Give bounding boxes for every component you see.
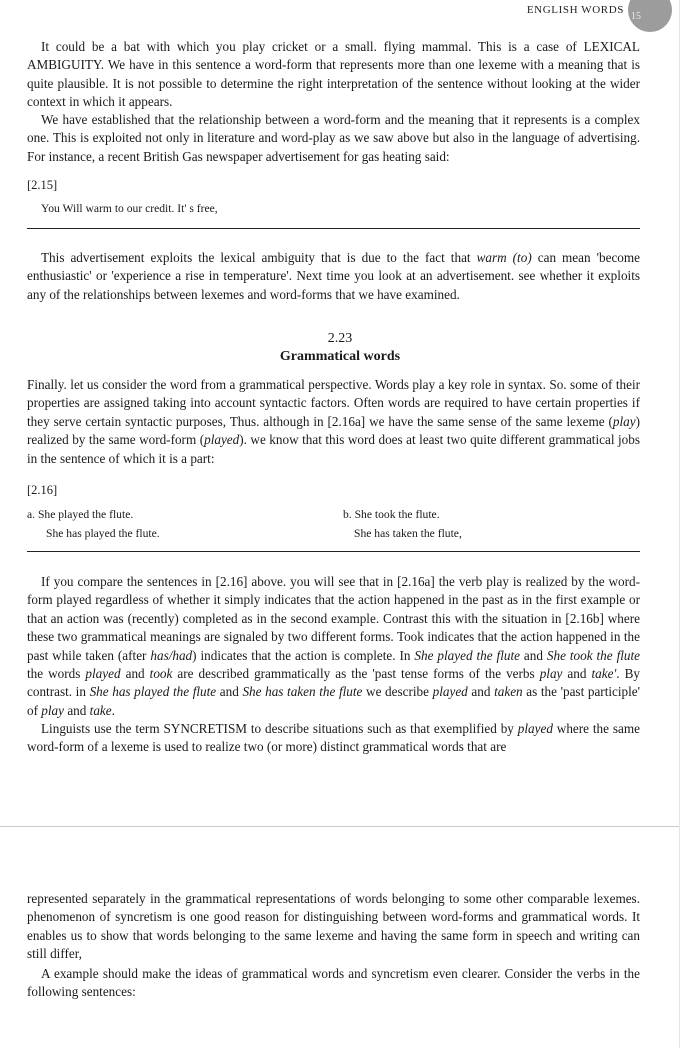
example-2-15-text: You Will warm to our credit. It' s free, <box>41 202 218 215</box>
example-2-16a-line1: a. She played the flute. <box>27 508 134 521</box>
example-label-2-16: [2.16] <box>27 483 58 497</box>
paragraph-lexical-ambiguity: It could be a bat with which you play cricket or a small. flying mammal. This is a case of LEXICAL AMBIGUITY. We have in this sentence a word-form that represents more than one lexeme with a meaning that is quite plausible. It is not possible to determine the right interpretation of the sentence without looking at the wider context in which it appears. <box>27 39 640 110</box>
example-label-2-15: [2.15] <box>27 178 58 192</box>
section-number: 2.23 <box>327 331 353 346</box>
paragraph-syncretism: Linguists use the term SYNCRETISM to describe situations such as that exemplified by played where the same word-form of a lexeme is used to realize two (or more) distinct grammatical words that are <box>27 721 640 755</box>
example-2-16b-line2: She has taken the flute, <box>354 527 462 540</box>
paragraph-compare-sentences: If you compare the sentences in [2.16] above. you will see that in [2.16a] the verb play is realized by the word-form played regardless of whether it simply indicates that the action happened in the past as in the first example or that an action was (recently) completed as in the second example. Contrast this with the situation in [2.16b] where these two grammatical meanings are signaled by two different forms. Took indicates that the action happened in the past while taken (after has/had) indicates that the action is complete. In She played the flute and She took the flute the words played and took are described grammatically as the 'past tense forms of the verbs play and take'. By contrast. in She has played the flute and She has taken the flute we describe played and taken as the 'past participle' of play and take. <box>27 574 641 718</box>
example-2-16b-line1: b. She took the flute. <box>343 508 440 521</box>
paragraph-grammatical-perspective: Finally. let us consider the word from a grammatical perspective. Words play a key role in syntax. So. some of their properties are assigned taking into account syntactic factors. Often words are required to have certain properties if they serve certain syntactic purposes, Thus. although in [2.16a] we have the same sense of the same lexeme (play) realized by the same word-form (played). we know that this word does at least two quite different grammatical jobs in the sentence of which it is a part: <box>27 377 640 466</box>
example-2-16a-line2: She has played the flute. <box>46 527 160 540</box>
example-divider <box>27 228 640 229</box>
example-divider <box>27 551 640 552</box>
paragraph-relationship: We have established that the relationship between a word-form and the meaning that it represents is a complex one. This is exploited not only in literature and word-play as we saw above but also in the language of advertising. For instance, a recent British Gas newspaper advertisement for gas heating said: <box>27 112 640 164</box>
section-title: Grammatical words <box>279 349 401 364</box>
paragraph-example-intro: A example should make the ideas of grammatical words and syncretism even clearer. Consider the verbs in the following sentences: <box>27 966 640 1000</box>
page-break <box>0 826 680 827</box>
paragraph-syncretism-continued: represented separately in the grammatical representations of words belonging to some other comparable lexemes. phenomenon of syncretism is one good reason for distinguishing between word-forms and grammatical words. It enables us to show that words belonging to the same lexeme and having the same form in speech and writing can still differ, <box>27 891 640 962</box>
paragraph-advertisement: This advertisement exploits the lexical ambiguity that is due to the fact that warm (to) can mean 'become enthusiastic' or 'experience a rise in temperature'. Next time you look at an advertisement. see whether it exploits any of the relationships between lexemes and word-forms that we have examined. <box>27 250 640 302</box>
running-header: ENGLISH WORDS <box>526 4 624 16</box>
page-number-badge: 15 <box>628 0 672 32</box>
